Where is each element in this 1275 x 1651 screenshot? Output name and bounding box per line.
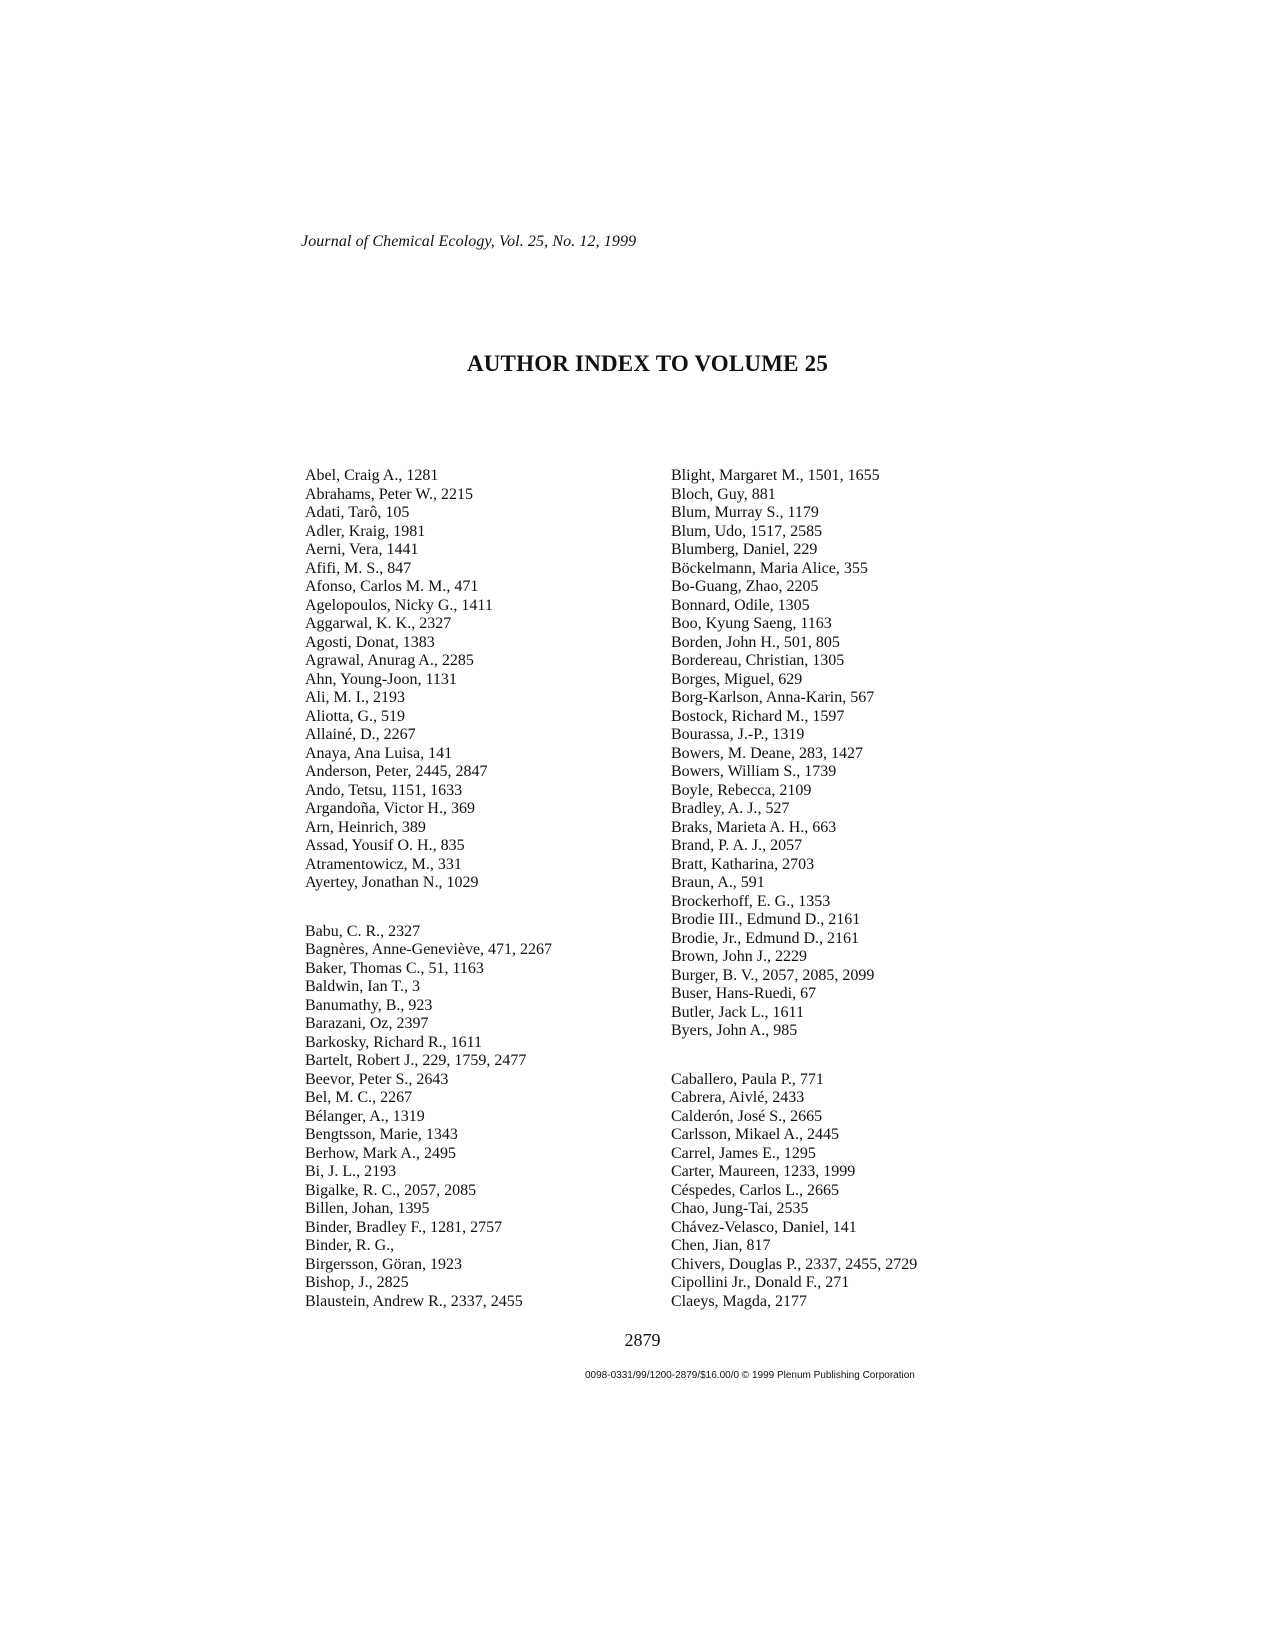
index-entry: Borden, John H., 501, 805	[671, 633, 840, 651]
index-entry: Bostock, Richard M., 1597	[671, 707, 845, 725]
index-entry: Abrahams, Peter W., 2215	[305, 485, 473, 503]
index-entry: Bonnard, Odile, 1305	[671, 596, 810, 614]
index-entry: Chen, Jian, 817	[671, 1237, 771, 1255]
running-head: Journal of Chemical Ecology, Vol. 25, No. 12, 1999	[301, 233, 637, 250]
index-entry: Allainé, D., 2267	[305, 726, 416, 743]
page-number: 2879	[624, 1330, 661, 1350]
index-entry: Chao, Jung-Tai, 2535	[671, 1200, 809, 1218]
index-entry: Chávez-Velasco, Daniel, 141	[671, 1218, 857, 1236]
index-entry: Bigalke, R. C., 2057, 2085	[305, 1181, 477, 1199]
index-entry: Birgersson, Göran, 1923	[305, 1255, 463, 1273]
copyright-imprint: 0098-0331/99/1200-2879/$16.00/0 © 1999 Plenum Publishing Corporation	[585, 1370, 915, 1381]
index-entry: Blum, Murray S., 1179	[671, 504, 819, 521]
index-entry: Carlsson, Mikael A., 2445	[671, 1126, 839, 1144]
index-entry: Billen, Johan, 1395	[305, 1200, 430, 1218]
index-entry: Adati, Tarô, 105	[305, 504, 410, 521]
index-entry: Bo-Guang, Zhao, 2205	[671, 578, 819, 595]
index-entry: Chivers, Douglas P., 2337, 2455, 2729	[671, 1255, 918, 1273]
index-entry: Bagnères, Anne-Geneviève, 471, 2267	[305, 941, 553, 959]
index-column-left	[305, 467, 635, 1311]
index-group-b-continued	[671, 467, 1031, 1041]
index-entry: Argandoña, Victor H., 369	[305, 800, 475, 817]
index-entry: Braun, A., 591	[671, 874, 765, 891]
index-entry: Ali, M. I., 2193	[305, 689, 405, 706]
index-column-right	[671, 467, 1031, 1311]
index-entry: Ayertey, Jonathan N., 1029	[305, 874, 479, 891]
index-entry: Banumathy, B., 923	[305, 996, 433, 1014]
index-entry: Cipollini Jr., Donald F., 271	[671, 1274, 850, 1292]
index-entry: Boyle, Rebecca, 2109	[671, 781, 812, 799]
index-entry: Baldwin, Ian T., 3	[305, 978, 420, 996]
index-entry: Babu, C. R., 2327	[305, 922, 421, 940]
index-entry: Bélanger, A., 1319	[305, 1107, 425, 1125]
index-entry: Baker, Thomas C., 51, 1163	[305, 959, 484, 977]
index-entry: Bloch, Guy, 881	[671, 485, 776, 503]
index-entry: Bartelt, Robert J., 229, 1759, 2477	[305, 1052, 527, 1070]
index-entry: Aerni, Vera, 1441	[305, 541, 419, 558]
index-entry: Arn, Heinrich, 389	[305, 818, 426, 836]
index-entry: Bengtsson, Marie, 1343	[305, 1126, 458, 1144]
index-entry: Bourassa, J.-P., 1319	[671, 726, 805, 743]
index-entry: Claeys, Magda, 2177	[671, 1292, 807, 1310]
index-entry: Brockerhoff, E. G., 1353	[671, 892, 831, 910]
index-entry: Agrawal, Anurag A., 2285	[305, 652, 474, 669]
index-entry: Abel, Craig A., 1281	[305, 467, 439, 484]
index-entry: Borg-Karlson, Anna-Karin, 567	[671, 689, 875, 706]
index-entry: Brodie III., Edmund D., 2161	[671, 911, 861, 928]
index-entry: Binder, R. G.,	[305, 1237, 395, 1255]
index-entry: Bowers, M. Deane, 283, 1427	[671, 744, 863, 762]
index-entry: Byers, John A., 985	[671, 1022, 798, 1039]
index-entry: Assad, Yousif O. H., 835	[305, 837, 465, 854]
index-entry: Agelopoulos, Nicky G., 1411	[305, 596, 493, 614]
index-entry: Afifi, M. S., 847	[305, 559, 412, 577]
index-entry: Bi, J. L., 2193	[305, 1163, 397, 1181]
index-entry: Atramentowicz, M., 331	[305, 855, 462, 873]
index-group-c	[671, 1071, 1031, 1312]
index-entry: Brodie, Jr., Edmund D., 2161	[671, 929, 859, 947]
index-group-b	[305, 923, 635, 1312]
index-entry: Bordereau, Christian, 1305	[671, 652, 845, 669]
page-title: AUTHOR INDEX TO VOLUME 25	[466, 351, 829, 376]
index-entry: Buser, Hans-Ruedi, 67	[671, 985, 817, 1002]
index-entry: Bowers, William S., 1739	[671, 763, 837, 780]
index-entry: Blumberg, Daniel, 229	[671, 541, 818, 558]
index-entry: Aliotta, G., 519	[305, 707, 405, 725]
index-entry: Aggarwal, K. K., 2327	[305, 615, 452, 632]
index-entry: Binder, Bradley F., 1281, 2757	[305, 1218, 503, 1236]
index-group-a	[305, 467, 635, 893]
index-entry: Anderson, Peter, 2445, 2847	[305, 763, 488, 780]
index-entry: Cabrera, Aivlé, 2433	[671, 1089, 805, 1107]
index-entry: Carter, Maureen, 1233, 1999	[671, 1163, 856, 1181]
index-entry: Bradley, A. J., 527	[671, 800, 790, 817]
index-entry: Beevor, Peter S., 2643	[305, 1070, 449, 1088]
index-entry: Carrel, James E., 1295	[671, 1144, 816, 1162]
index-entry: Blight, Margaret M., 1501, 1655	[671, 467, 880, 484]
index-entry: Bratt, Katharina, 2703	[671, 855, 815, 873]
index-entry: Borges, Miguel, 629	[671, 670, 803, 688]
index-entry: Ando, Tetsu, 1151, 1633	[305, 781, 463, 799]
index-entry: Burger, B. V., 2057, 2085, 2099	[671, 966, 875, 984]
index-entry: Adler, Kraig, 1981	[305, 522, 426, 540]
index-entry: Afonso, Carlos M. M., 471	[305, 578, 479, 595]
index-entry: Braks, Marieta A. H., 663	[671, 818, 837, 836]
index-entry: Brand, P. A. J., 2057	[671, 837, 803, 854]
index-entry: Caballero, Paula P., 771	[671, 1070, 824, 1088]
index-entry: Blum, Udo, 1517, 2585	[671, 522, 823, 540]
index-entry: Bel, M. C., 2267	[305, 1089, 413, 1107]
index-entry: Berhow, Mark A., 2495	[305, 1144, 456, 1162]
index-entry: Böckelmann, Maria Alice, 355	[671, 559, 868, 577]
index-entry: Brown, John J., 2229	[671, 948, 808, 965]
index-entry: Anaya, Ana Luisa, 141	[305, 744, 453, 762]
index-entry: Blaustein, Andrew R., 2337, 2455	[305, 1292, 523, 1310]
index-entry: Boo, Kyung Saeng, 1163	[671, 615, 832, 632]
index-entry: Agosti, Donat, 1383	[305, 633, 435, 651]
index-entry: Barkosky, Richard R., 1611	[305, 1033, 483, 1051]
index-entry: Céspedes, Carlos L., 2665	[671, 1181, 839, 1199]
index-entry: Bishop, J., 2825	[305, 1274, 409, 1292]
index-entry: Calderón, José S., 2665	[671, 1107, 823, 1125]
index-entry: Butler, Jack L., 1611	[671, 1003, 804, 1021]
index-entry: Ahn, Young-Joon, 1131	[305, 670, 457, 688]
index-entry: Barazani, Oz, 2397	[305, 1015, 429, 1033]
